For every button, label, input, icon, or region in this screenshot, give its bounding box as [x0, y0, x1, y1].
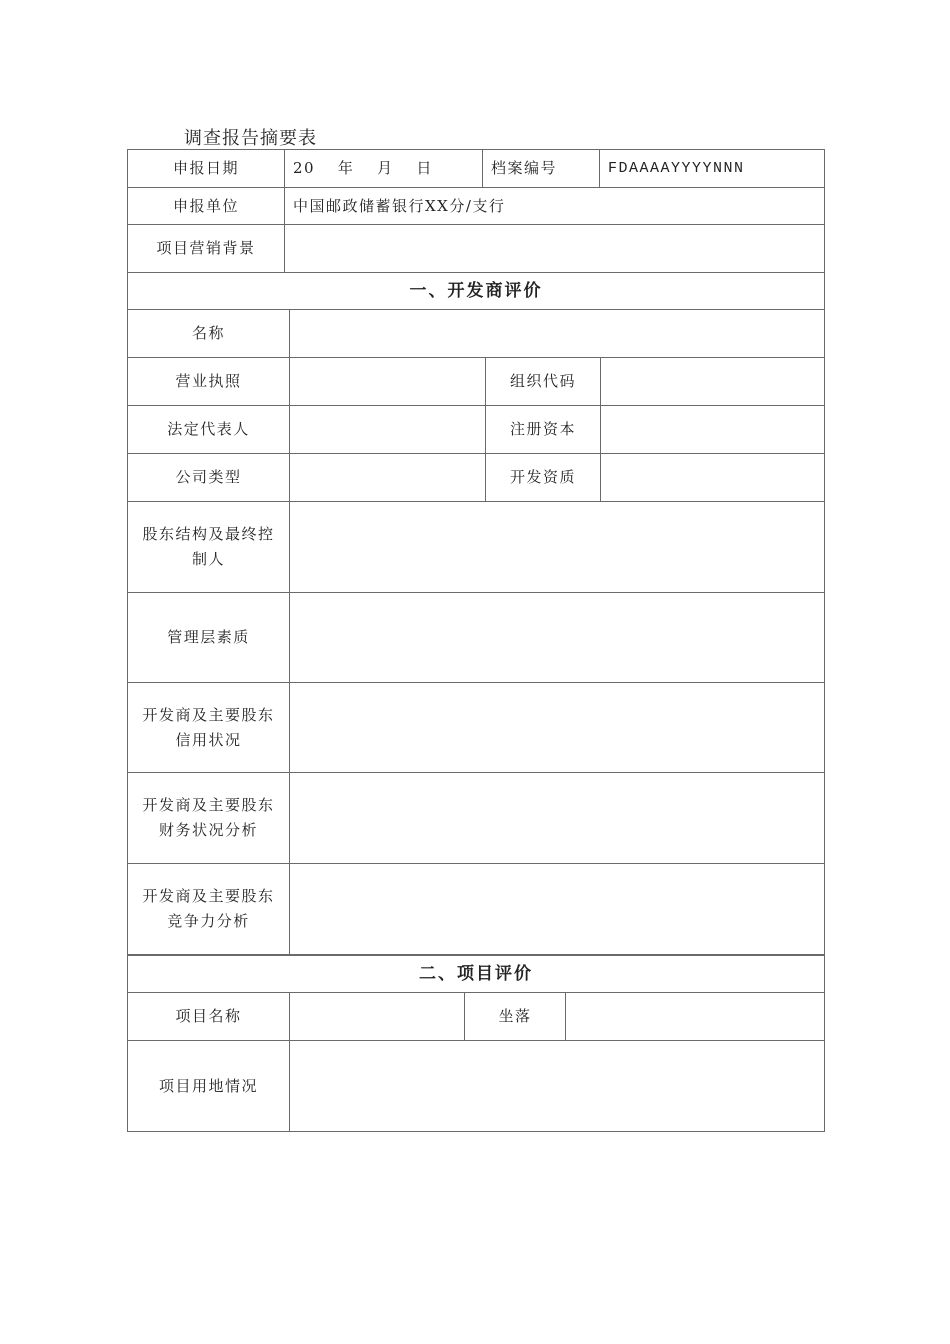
- competition-value[interactable]: [290, 864, 825, 955]
- finance-label-line2: 财务状况分析: [158, 821, 258, 839]
- credit-label-line1: 开发商及主要股东: [142, 705, 275, 724]
- legal-rep-label: 法定代表人: [128, 406, 290, 454]
- location-label: 坐落: [465, 993, 566, 1041]
- shareholder-label: [128, 502, 290, 593]
- date-row: [128, 150, 825, 188]
- land-value[interactable]: [290, 1041, 825, 1132]
- file-no-value[interactable]: FDAAAAYYYYNNN: [600, 150, 825, 188]
- name-label: 名称: [128, 310, 290, 358]
- unit-label: 申报单位: [128, 188, 285, 225]
- legal-rep-value[interactable]: [290, 406, 486, 454]
- project-table: [127, 955, 825, 1132]
- section2-heading: 二、项目评价: [128, 956, 825, 993]
- qualification-value[interactable]: [601, 454, 825, 502]
- credit-label-line2: 信用状况: [175, 730, 242, 749]
- background-label: 项目营销背景: [128, 225, 285, 273]
- credit-row: [128, 683, 825, 773]
- qualification-label: 开发资质: [486, 454, 601, 502]
- legal-rep-row: [128, 406, 825, 454]
- credit-label: [128, 683, 290, 773]
- company-type-label: 公司类型: [128, 454, 290, 502]
- unit-value[interactable]: 中国邮政储蓄银行XX分/支行: [285, 188, 825, 225]
- management-row: [128, 593, 825, 683]
- management-label: 管理层素质: [128, 593, 290, 683]
- finance-label-line1: 开发商及主要股东: [142, 796, 275, 814]
- company-type-value[interactable]: [290, 454, 486, 502]
- competition-label-line1: 开发商及主要股东: [142, 887, 275, 905]
- management-value[interactable]: [290, 593, 825, 683]
- shareholder-value[interactable]: [290, 502, 825, 593]
- date-value[interactable]: 20 年 月 日: [285, 150, 483, 188]
- competition-label: [128, 864, 290, 955]
- developer-table: [127, 272, 825, 955]
- header-table: [127, 149, 825, 273]
- company-type-row: [128, 454, 825, 502]
- shareholder-label-line1: 股东结构及最终控: [142, 525, 275, 543]
- location-value[interactable]: [566, 993, 825, 1041]
- background-value[interactable]: [285, 225, 825, 273]
- credit-value[interactable]: [290, 683, 825, 773]
- section2-heading-row: [128, 956, 825, 993]
- finance-row: [128, 773, 825, 864]
- document-title: 调查报告摘要表: [184, 128, 317, 149]
- competition-row: [128, 864, 825, 955]
- background-row: [128, 225, 825, 273]
- license-value[interactable]: [290, 358, 486, 406]
- org-code-value[interactable]: [601, 358, 825, 406]
- unit-row: [128, 188, 825, 225]
- reg-capital-value[interactable]: [601, 406, 825, 454]
- project-name-value[interactable]: [290, 993, 465, 1041]
- section1-heading: 一、开发商评价: [128, 273, 825, 310]
- finance-label: [128, 773, 290, 864]
- file-no-label: 档案编号: [483, 150, 600, 188]
- name-row: [128, 310, 825, 358]
- shareholder-row: [128, 502, 825, 593]
- name-value[interactable]: [290, 310, 825, 358]
- reg-capital-label: 注册资本: [486, 406, 601, 454]
- date-label: 申报日期: [128, 150, 285, 188]
- land-row: [128, 1041, 825, 1132]
- finance-value[interactable]: [290, 773, 825, 864]
- project-name-row: [128, 993, 825, 1041]
- section1-heading-row: [128, 273, 825, 310]
- license-label: 营业执照: [128, 358, 290, 406]
- competition-label-line2: 竞争力分析: [167, 912, 250, 930]
- org-code-label: 组织代码: [486, 358, 601, 406]
- shareholder-label-line2: 制人: [191, 550, 225, 568]
- license-row: [128, 358, 825, 406]
- project-name-label: 项目名称: [128, 993, 290, 1041]
- land-label: 项目用地情况: [128, 1041, 290, 1132]
